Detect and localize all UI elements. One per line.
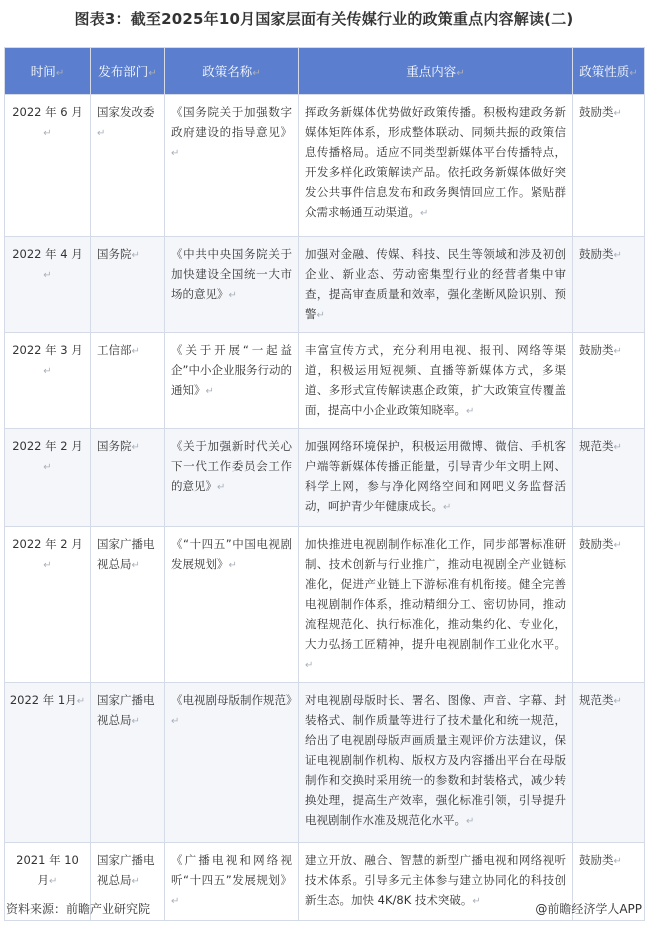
cell-dept: 工信部↵	[91, 333, 165, 429]
cell-time: 2022 年 1月↵	[5, 683, 91, 843]
table-row	[5, 683, 645, 843]
cell-point: 挥政务新媒体优势做好政策传播。积极构建政务新媒体矩阵体系，形成整体联动、同频共振的政策信息传播格局。适应不同类型新媒体平台传播特点，开发多样化政策解读产品。依托政务新媒体做好突发公共事件信息发布和政务舆情回应工作。紧贴群众需求畅通互动渠道。↵	[299, 95, 573, 237]
cell-point: 丰富宣传方式，充分利用电视、报刊、网络等渠道，积极运用短视频、直播等新媒体方式，多渠道、多形式宣传解读惠企政策，扩大政策宣传覆盖面，提高中小企业政策知晓率。↵	[299, 333, 573, 429]
cell-nature: 鼓励类↵	[573, 333, 645, 429]
cell-nature: 规范类↵	[573, 683, 645, 843]
cell-nature: 鼓励类↵	[573, 95, 645, 237]
header-point: 重点内容↵	[299, 48, 573, 95]
cell-point: 加快推进电视剧制作标准化工作，同步部署标准研制、技术创新与行业推广，推动电视剧全产业链标准化，促进产业链上下游标准有机衔接。健全完善电视剧制作体系，推动精细分工、密切协同，推动流程规范化、执行标准化，推动集约化、专业化，大力弘扬工匠精神，提升电视剧制作工业化水平。↵	[299, 527, 573, 683]
cell-time: 2022 年 4 月↵	[5, 237, 91, 333]
cell-name: 《关于开展“一起益企”中小企业服务行动的通知》↵	[165, 333, 299, 429]
page-title: 图表3：截至2025年10月国家层面有关传媒行业的政策重点内容解读(二)	[74, 10, 574, 28]
cell-nature: 鼓励类↵	[573, 527, 645, 683]
cell-time: 2022 年 6 月↵	[5, 95, 91, 237]
cell-time: 2021 年 10 月↵	[5, 843, 91, 921]
cell-point: 建立开放、融合、智慧的新型广播电视和网络视听技术体系。引导多元主体参与建立协同化的科技创新生态。加快 4K/8K 技术突破。↵	[299, 843, 573, 921]
cell-name: 《电视剧母版制作规范》↵	[165, 683, 299, 843]
cell-point: 对电视剧母版时长、署名、图像、声音、字幕、封装格式、制作质量等进行了技术量化和统一规范，给出了电视剧母版声画质量主观评价方法建议，保证电视剧制作机构、版权方及内容播出平台在母版制作和交换时采用统一的参数和封装格式，减少转换处理，提高生产效率，强化标准引领，引导提升电视剧制作水准及规范化水平。↵	[299, 683, 573, 843]
cell-dept: 国家广播电视总局↵	[91, 843, 165, 921]
table-row	[5, 95, 645, 237]
cell-name: 《广播电视和网络视听“十四五”发展规划》↵	[165, 843, 299, 921]
cell-nature: 鼓励类↵	[573, 843, 645, 921]
cell-dept: 国务院↵	[91, 237, 165, 333]
cell-time: 2022 年 2 月↵	[5, 429, 91, 527]
source-note: 资料来源：前瞻产业研究院	[6, 902, 151, 916]
table-row	[5, 527, 645, 683]
brand-credit: @前瞻经济学人APP	[535, 902, 642, 916]
cell-name: 《关于加强新时代关心下一代工作委员会工作的意见》↵	[165, 429, 299, 527]
header-dept: 发布部门↵	[91, 48, 165, 95]
cell-dept: 国家发改委↵	[91, 95, 165, 237]
cell-dept: 国务院↵	[91, 429, 165, 527]
cell-name: 《“十四五”中国电视剧发展规划》↵	[165, 527, 299, 683]
table-row	[5, 237, 645, 333]
cell-time: 2022 年 2 月↵	[5, 527, 91, 683]
cell-name: 《国务院关于加强数字政府建设的指导意见》↵	[165, 95, 299, 237]
cell-point: 加强对金融、传媒、科技、民生等领域和涉及初创企业、新业态、劳动密集型行业的经营者集中审查，提高审查质量和效率，强化垄断风险识别、预警↵	[299, 237, 573, 333]
header-nature: 政策性质↵	[573, 48, 645, 95]
cell-name: 《中共中央国务院关于加快建设全国统一大市场的意见》↵	[165, 237, 299, 333]
cell-time: 2022 年 3 月↵	[5, 333, 91, 429]
table-header-row	[5, 48, 645, 95]
cell-nature: 鼓励类↵	[573, 237, 645, 333]
policy-table	[4, 47, 645, 921]
header-time: 时间↵	[5, 48, 91, 95]
cell-point: 加强网络环境保护，积极运用微博、微信、手机客户端等新媒体传播正能量，引导青少年文明上网、科学上网，参与净化网络空间和网吧义务监督活动，呵护青少年健康成长。↵	[299, 429, 573, 527]
cell-dept: 国家广播电视总局↵	[91, 683, 165, 843]
cell-nature: 规范类↵	[573, 429, 645, 527]
table-row	[5, 333, 645, 429]
cell-dept: 国家广播电视总局↵	[91, 527, 165, 683]
header-name: 政策名称↵	[165, 48, 299, 95]
table-row	[5, 429, 645, 527]
